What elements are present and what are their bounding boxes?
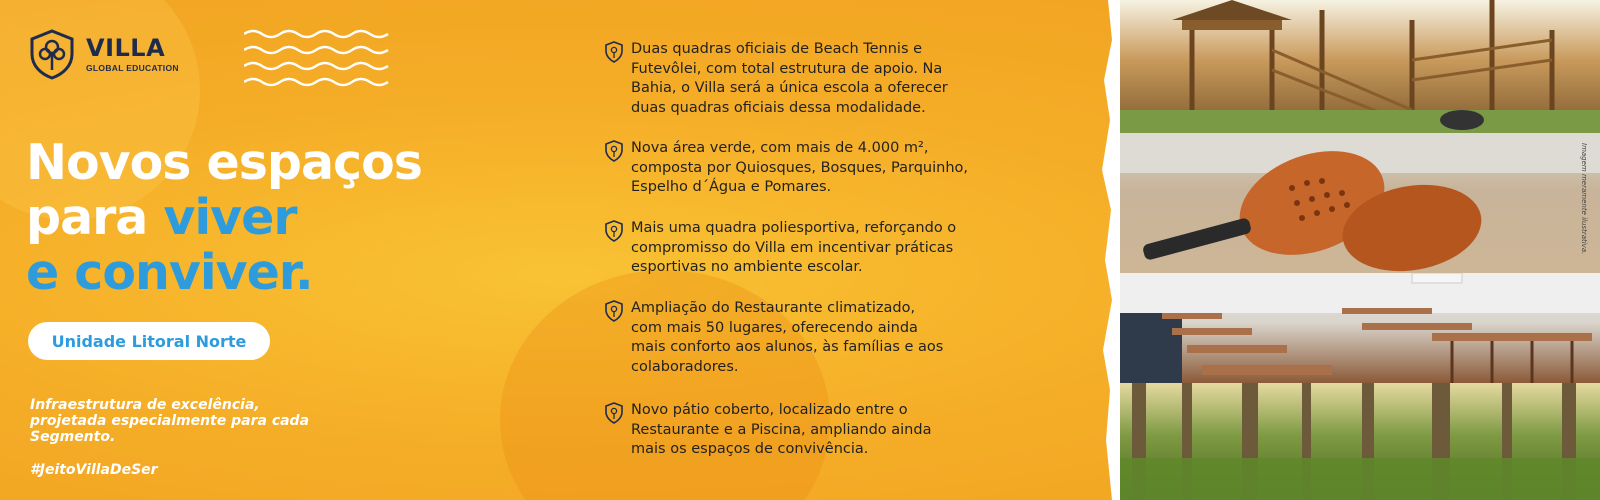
- feature-line: Mais uma quadra poliesportiva, reforçando o: [631, 220, 957, 236]
- feature-item: [604, 219, 1024, 278]
- image-note-text: Imagem meramente ilustrativa.: [1580, 143, 1588, 255]
- restaurant-illustration: [1112, 273, 1600, 383]
- playground-illustration: [1112, 0, 1600, 133]
- restaurant-photo: [1112, 273, 1600, 383]
- shield-bullet-icon: [604, 402, 624, 424]
- feature-line: Duas quadras oficiais de Beach Tennis e: [631, 41, 923, 57]
- tagline: Infraestrutura de excelência, projetada especialmente para cada Segmento.: [30, 397, 310, 445]
- feature-line: duas quadras oficiais dessa modalidade.: [631, 99, 926, 116]
- rackets-illustration: [1112, 133, 1600, 273]
- feature-text: [631, 139, 968, 198]
- headline: [26, 135, 422, 300]
- shield-bullet-icon: [604, 220, 624, 242]
- headline-line-2: [26, 190, 422, 245]
- feature-line: Futevôlei, com total estrutura de apoio. Na: [631, 60, 943, 77]
- feature-line: compromisso do Villa em incentivar práticas: [631, 239, 954, 256]
- feature-text: [631, 40, 948, 118]
- feature-text: [631, 401, 931, 460]
- shield-bullet-icon: [604, 41, 624, 63]
- shield-bullet-icon: [604, 140, 624, 162]
- feature-item: [604, 401, 1024, 460]
- feature-text: [631, 299, 943, 377]
- tree-shield-icon: [26, 28, 78, 80]
- feature-item: [604, 40, 1024, 118]
- forest-photo: [1112, 383, 1600, 500]
- beach-tennis-rackets-photo: [1112, 133, 1600, 273]
- brand-logo[interactable]: [26, 28, 179, 80]
- feature-line: Espelho d´Água e Pomares.: [631, 179, 832, 195]
- headline-line-3: e conviver.: [26, 244, 313, 301]
- feature-line: Novo pátio coberto, localizado entre o: [631, 402, 908, 418]
- feature-line: esportivas no ambiente escolar.: [631, 259, 863, 275]
- torn-paper-edge: [1100, 0, 1120, 500]
- playground-photo: [1112, 0, 1600, 133]
- feature-text: [631, 219, 956, 278]
- feature-line: colaboradores.: [631, 358, 739, 375]
- feature-line: com mais 50 lugares, oferecendo ainda: [631, 319, 918, 336]
- feature-line: Nova área verde, com mais de 4.000 m²,: [631, 140, 929, 156]
- feature-line: mais conforto aos alunos, às famílias e aos: [631, 339, 944, 355]
- forest-illustration: [1112, 383, 1600, 500]
- headline-line-2-blue: viver: [163, 189, 297, 246]
- feature-line: Bahia, o Villa será a única escola a oferecer: [631, 80, 948, 96]
- feature-line: Restaurante e a Piscina, ampliando ainda: [631, 421, 932, 438]
- headline-line-2-white: para: [26, 189, 164, 246]
- photo-strip: [1112, 0, 1600, 500]
- shield-bullet-icon: [604, 300, 624, 322]
- feature-line: mais os espaços de convivência.: [631, 441, 869, 457]
- headline-line-1: Novos espaços: [26, 134, 422, 191]
- brand-name: VILLA: [86, 33, 166, 62]
- feature-item: [604, 299, 1024, 377]
- feature-item: [604, 139, 1024, 198]
- feature-line: Ampliação do Restaurante climatizado,: [631, 300, 916, 316]
- feature-line: composta por Quiosques, Bosques, Parquinho,: [631, 159, 968, 176]
- unit-badge: Unidade Litoral Norte: [28, 322, 270, 360]
- brand-subtitle: GLOBAL EDUCATION: [86, 62, 179, 73]
- hashtag[interactable]: #JeitoVillaDeSer: [30, 462, 158, 478]
- image-note: [1578, 145, 1590, 265]
- brand-text: [86, 33, 179, 73]
- decorative-waves: [244, 28, 394, 88]
